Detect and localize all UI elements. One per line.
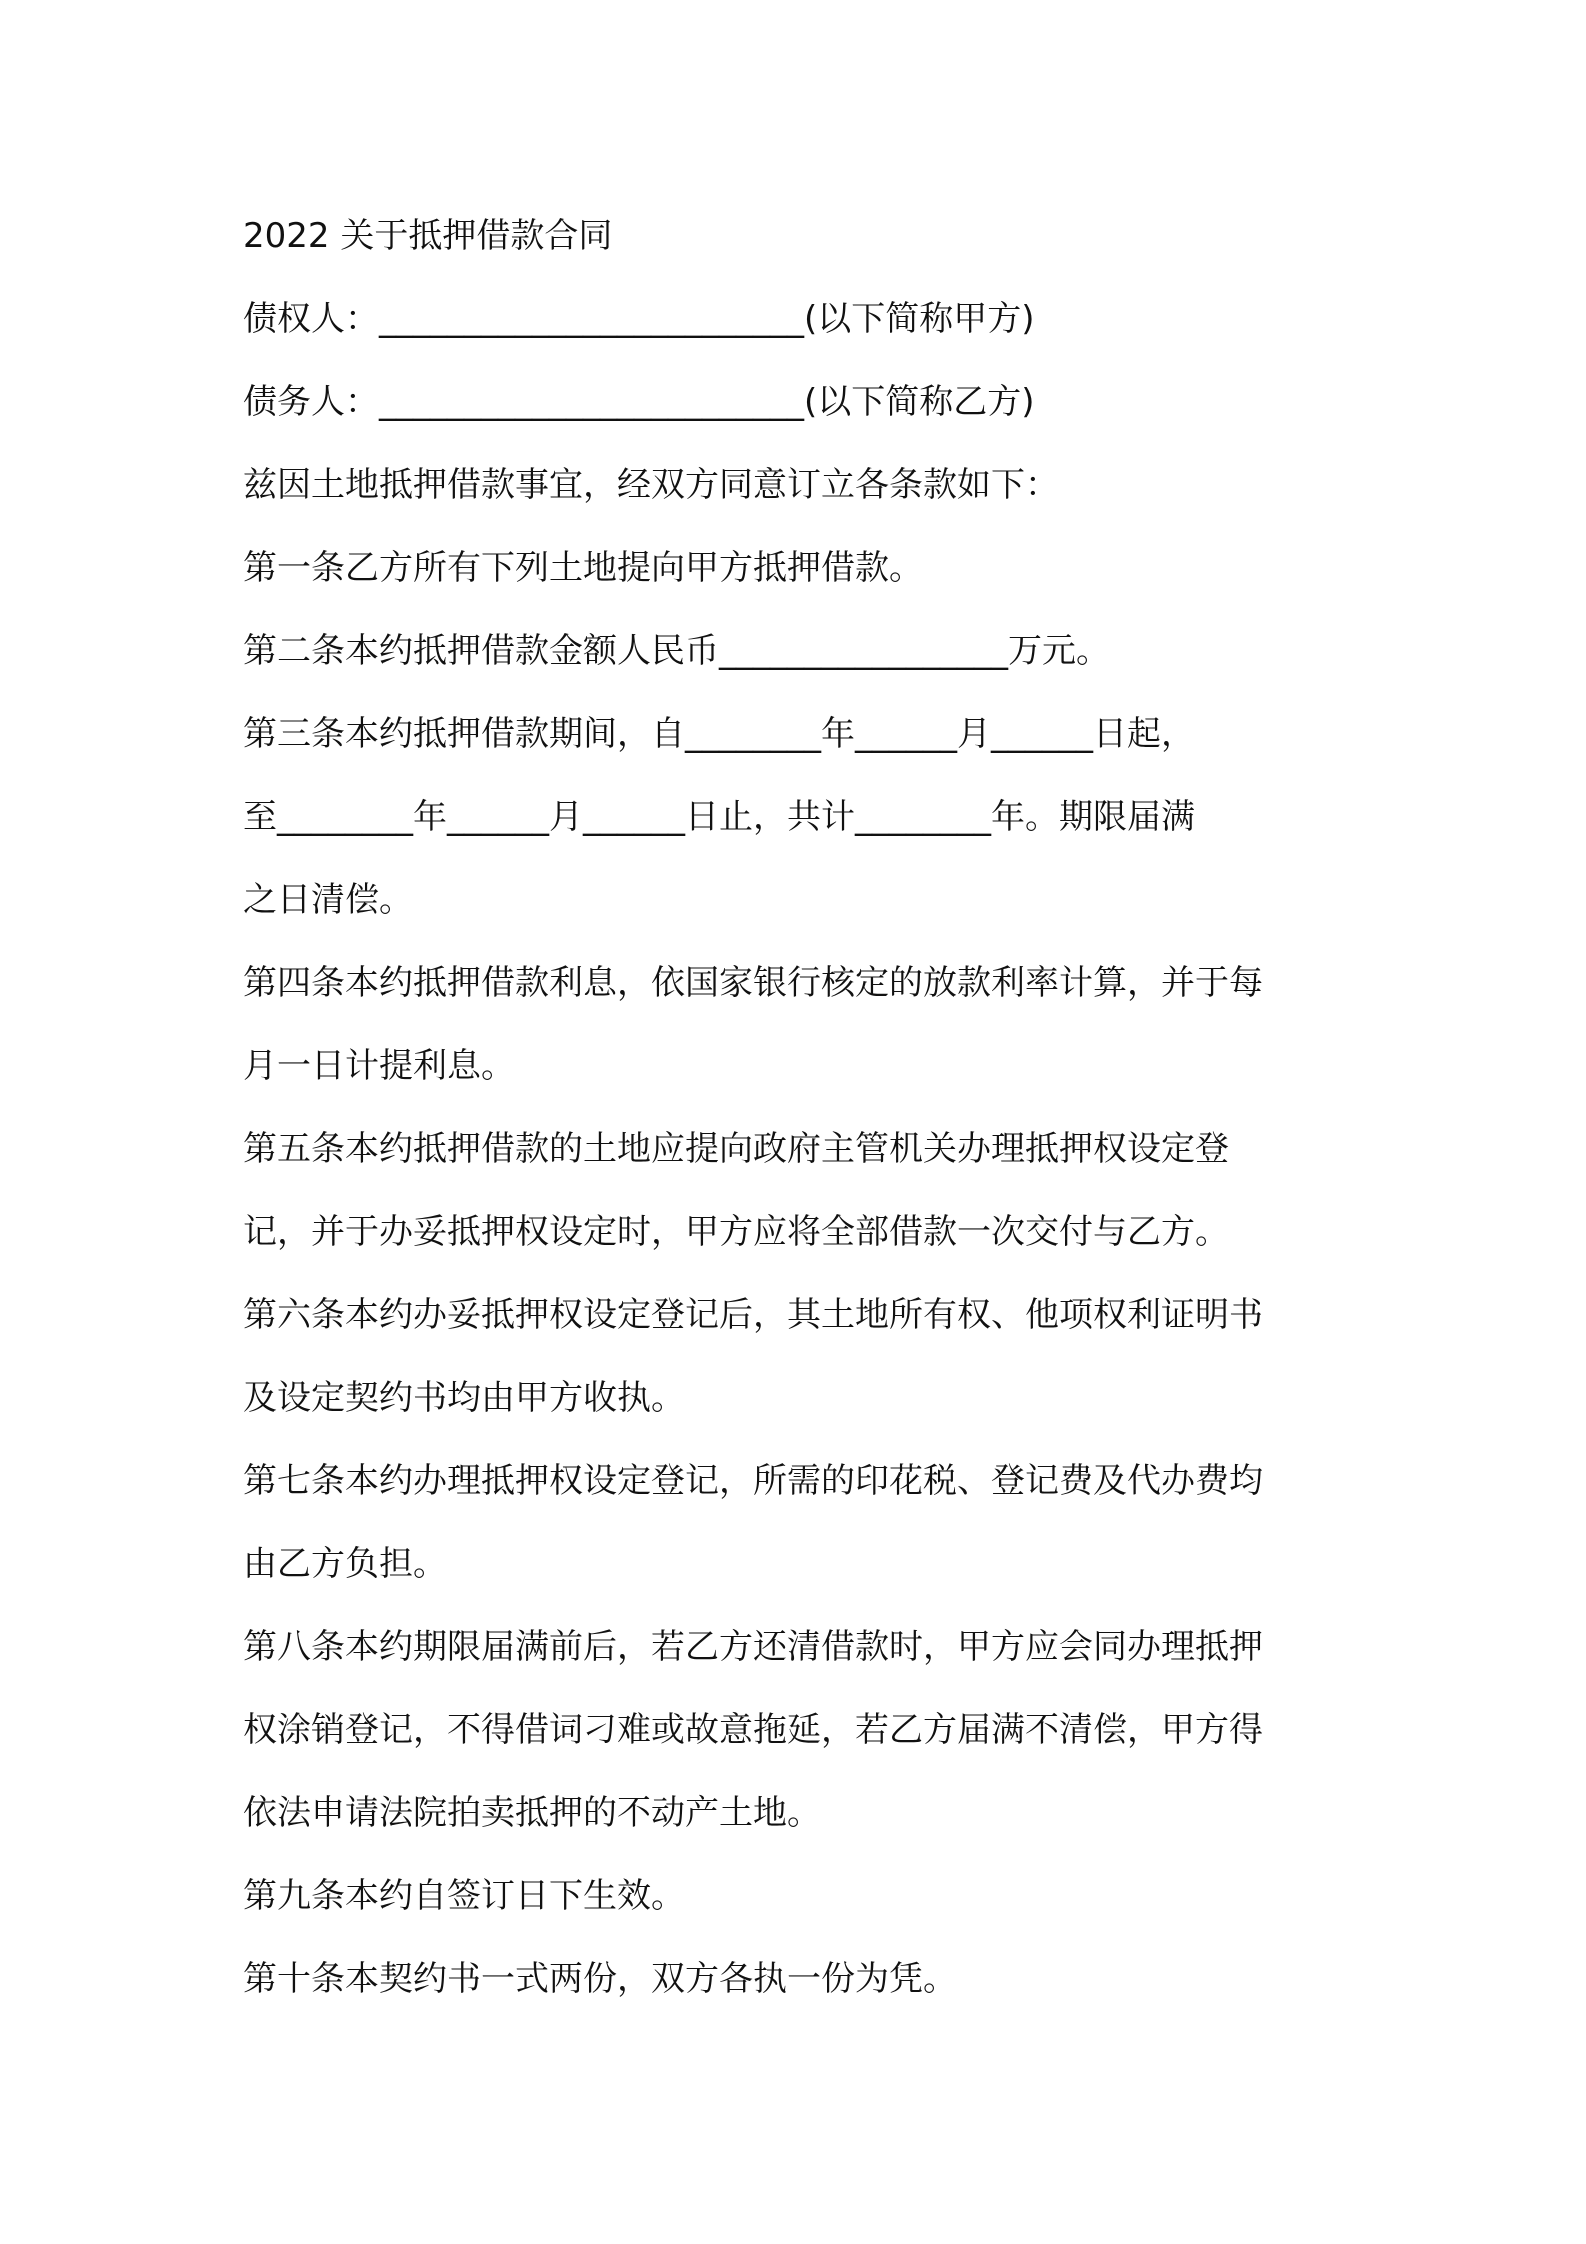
article-7-line-1: 第七条本约办理抵押权设定登记，所需的印花税、登记费及代办费均 bbox=[243, 1461, 1263, 1501]
creditor-line: 债权人：_________________________(以下简称甲方) bbox=[243, 299, 1035, 339]
article-3-line-2: 至________年______月______日止，共计________年。期限届满 bbox=[243, 797, 1195, 837]
article-3-line-1: 第三条本约抵押借款期间，自________年______月______日起， bbox=[243, 714, 1195, 754]
article-5-line-1: 第五条本约抵押借款的土地应提向政府主管机关办理抵押权设定登 bbox=[243, 1129, 1229, 1169]
debtor-line: 债务人：_________________________(以下简称乙方) bbox=[243, 382, 1035, 422]
document-title: 2022 关于抵押借款合同 bbox=[243, 216, 613, 256]
preamble-line: 兹因土地抵押借款事宜，经双方同意订立各条款如下： bbox=[243, 465, 1059, 505]
article-3-line-3: 之日清偿。 bbox=[243, 880, 413, 920]
article-6-line-1: 第六条本约办妥抵押权设定登记后，其土地所有权、他项权利证明书 bbox=[243, 1295, 1263, 1335]
article-10-line: 第十条本契约书一式两份，双方各执一份为凭。 bbox=[243, 1959, 957, 1999]
document-body bbox=[243, 195, 1363, 2021]
article-9-line: 第九条本约自签订日下生效。 bbox=[243, 1876, 685, 1916]
article-8-line-2: 权涂销登记，不得借词刁难或故意拖延，若乙方届满不清偿，甲方得 bbox=[243, 1710, 1263, 1750]
article-1-line: 第一条乙方所有下列土地提向甲方抵押借款。 bbox=[243, 548, 923, 588]
article-2-line: 第二条本约抵押借款金额人民币_________________万元。 bbox=[243, 631, 1110, 671]
article-8-line-3: 依法申请法院拍卖抵押的不动产土地。 bbox=[243, 1793, 821, 1833]
article-5-line-2: 记，并于办妥抵押权设定时，甲方应将全部借款一次交付与乙方。 bbox=[243, 1212, 1229, 1252]
article-4-line-1: 第四条本约抵押借款利息，依国家银行核定的放款利率计算，并于每 bbox=[243, 963, 1263, 1003]
article-4-line-2: 月一日计提利息。 bbox=[243, 1046, 515, 1086]
article-6-line-2: 及设定契约书均由甲方收执。 bbox=[243, 1378, 685, 1418]
article-7-line-2: 由乙方负担。 bbox=[243, 1544, 447, 1584]
article-8-line-1: 第八条本约期限届满前后，若乙方还清借款时，甲方应会同办理抵押 bbox=[243, 1627, 1263, 1667]
